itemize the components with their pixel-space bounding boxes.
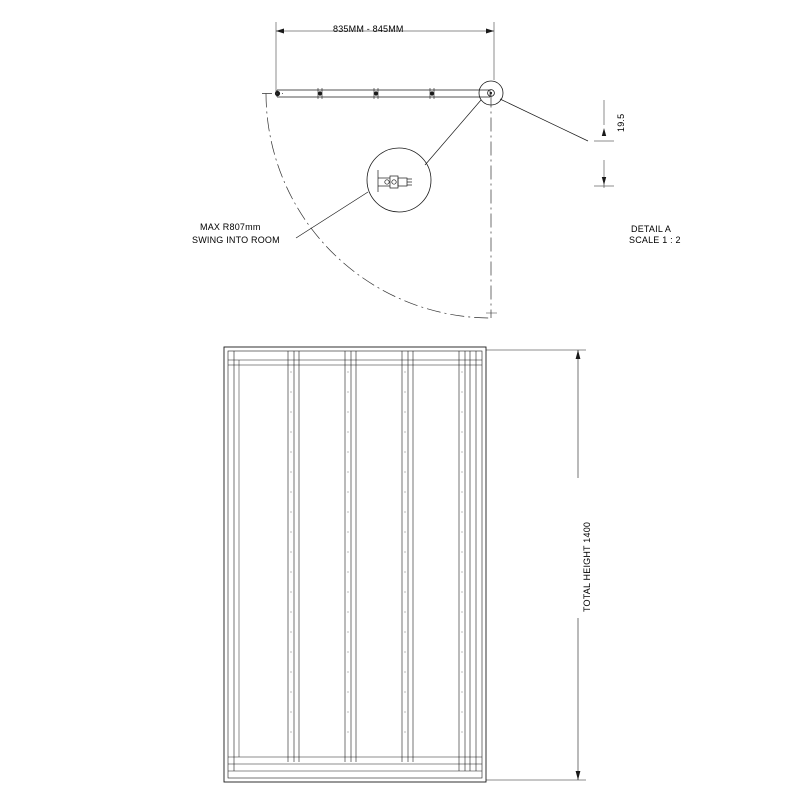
swing-radius-label-line1: MAX R807mm	[200, 222, 261, 232]
top-width-dimension-label: 835MM - 845MM	[333, 24, 404, 34]
swing-radius-label-line2: SWING INTO ROOM	[192, 235, 280, 245]
offset-dimension-label: 19.5	[616, 113, 626, 132]
detail-a-scale: SCALE 1 : 2	[629, 235, 681, 245]
total-height-dimension-label: TOTAL HEIGHT 1400	[582, 521, 592, 612]
detail-a-title: DETAIL A	[631, 224, 672, 234]
